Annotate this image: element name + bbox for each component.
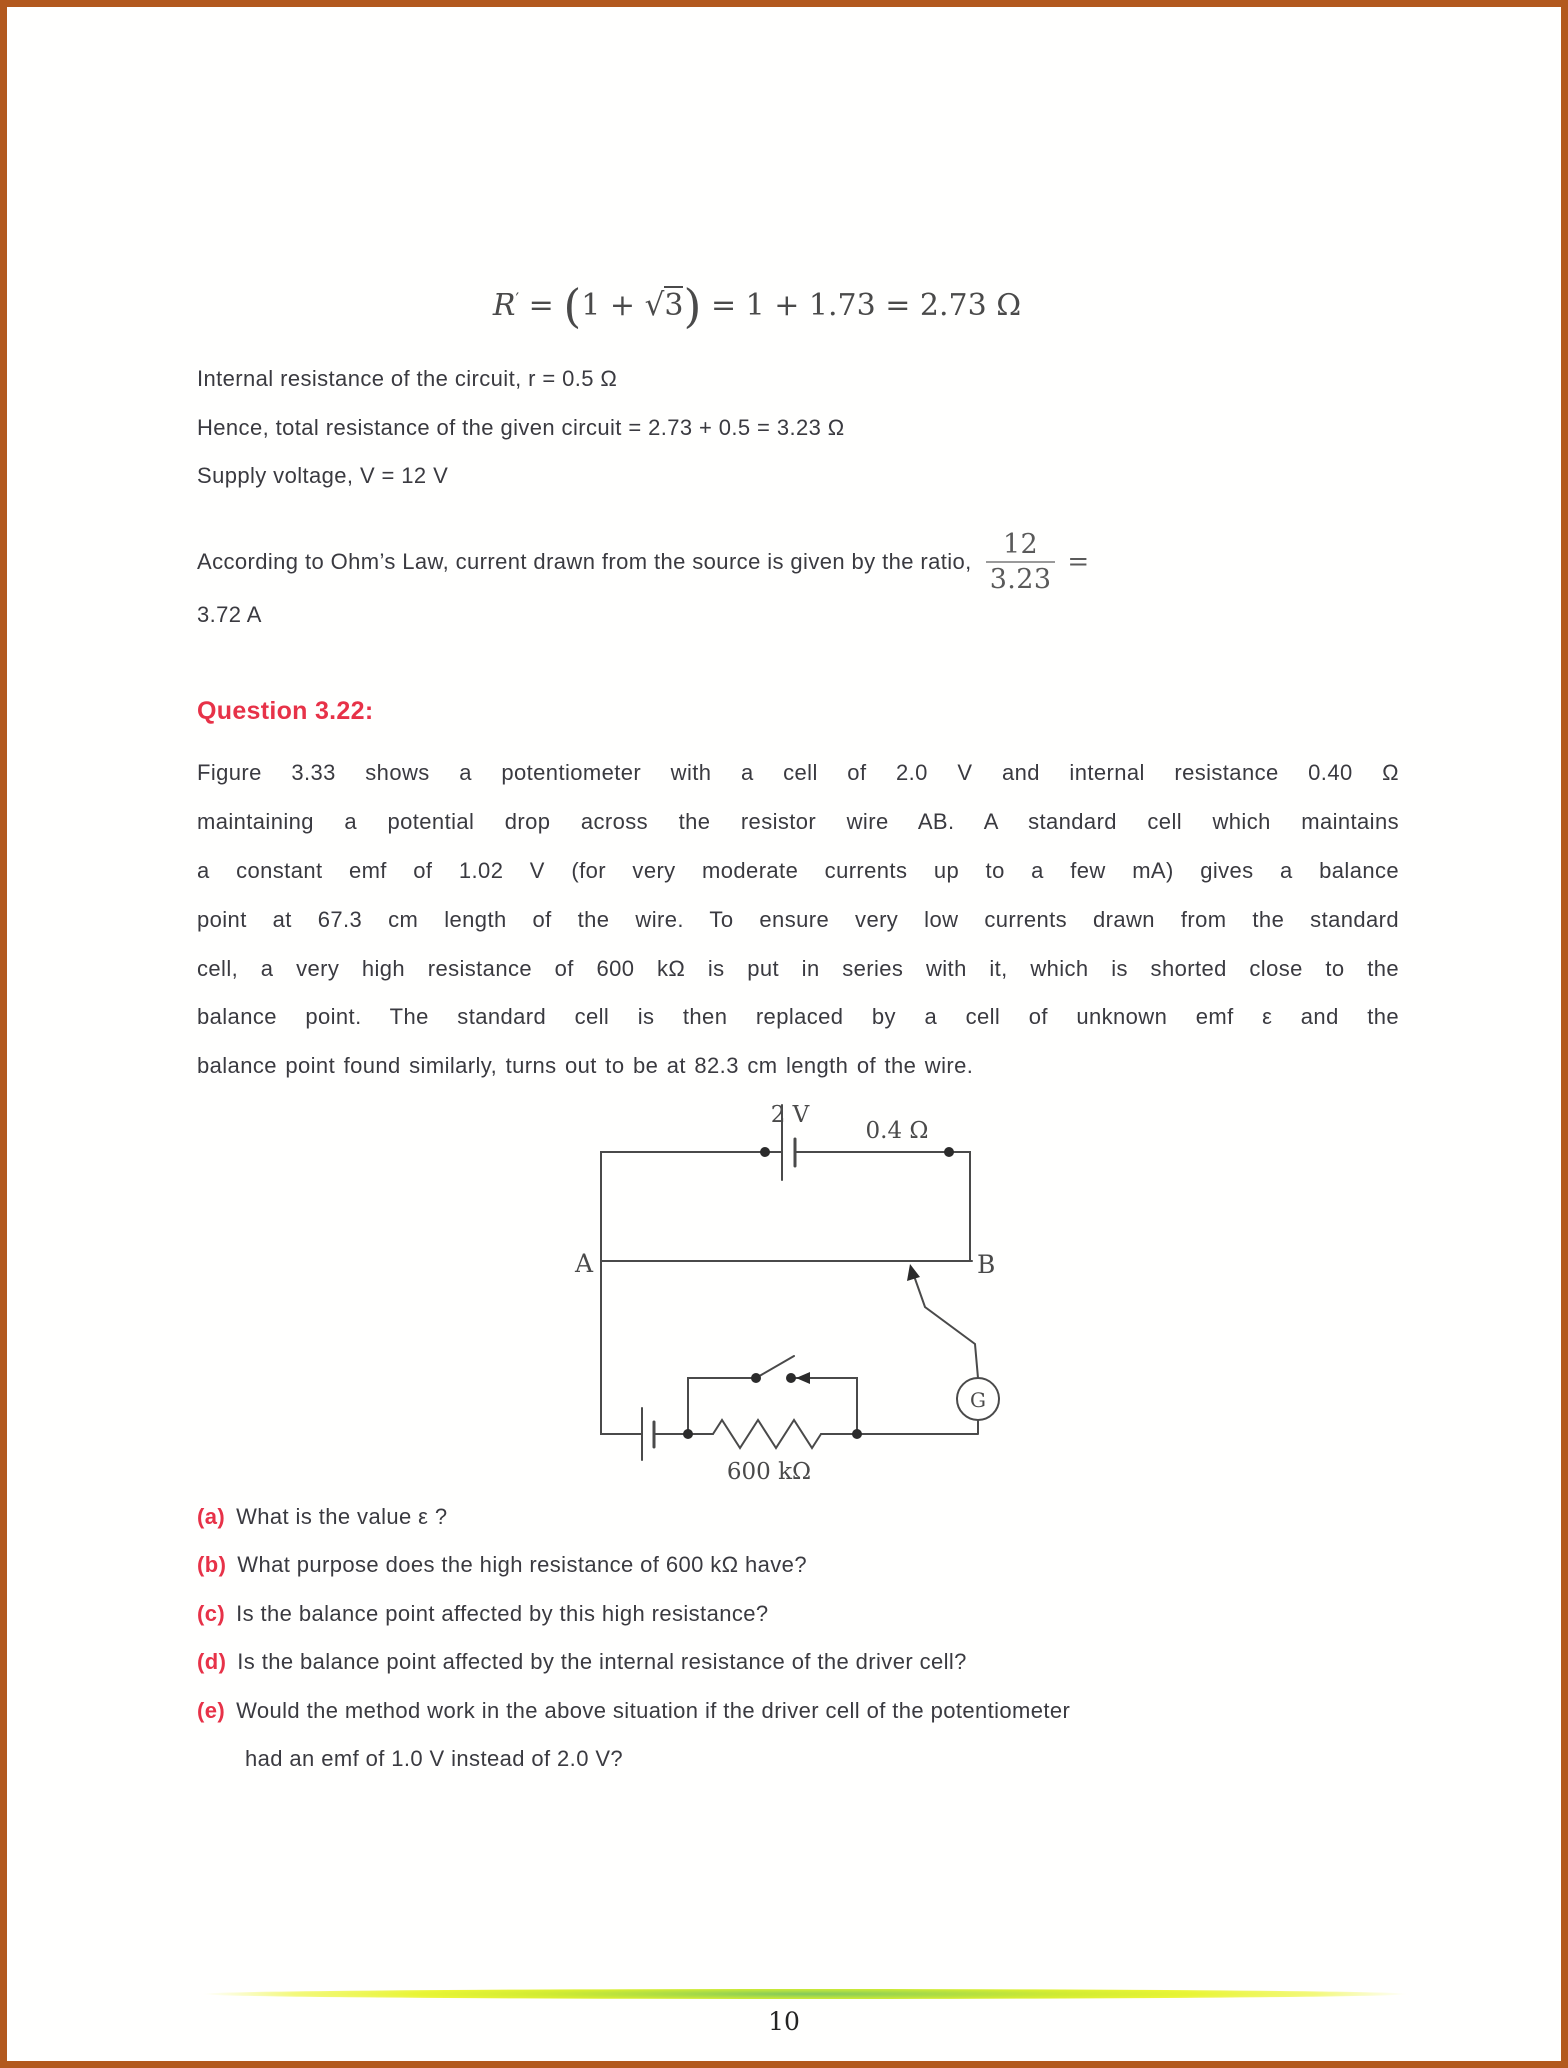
solution-statements	[197, 355, 1407, 501]
switch-arrowhead	[796, 1372, 810, 1384]
formula-line: R′ = (1 + √3) = 1 + 1.73 = 2.73 Ω	[492, 279, 1022, 333]
question-part-a: (a) What is the value ε ?	[197, 1504, 448, 1529]
page-number: 10	[768, 2007, 800, 2036]
question-part-e: (e) Would the method work in the above situation if the driver cell of the potentiometer	[197, 1697, 1071, 1723]
question-part-c: (c) Is the balance point affected by this high resistance?	[197, 1600, 769, 1626]
internal-resistance-label: 0.4 Ω	[865, 1118, 929, 1144]
fraction-numerator: 12	[1002, 529, 1039, 561]
standard-cell-branch-wire	[601, 1261, 978, 1434]
question-paragraph	[197, 749, 1399, 1091]
part-label: (c)	[197, 1600, 226, 1626]
question-heading: Question 3.22:	[197, 697, 374, 725]
junction-dot	[683, 1429, 693, 1439]
question-part-e-continued: had an emf of 1.0 V instead of 2.0 V?	[245, 1745, 624, 1771]
driver-loop-wire	[601, 1152, 970, 1261]
ratio-fraction	[986, 529, 1056, 594]
current-result: 3.72 A	[197, 602, 262, 627]
circuit-diagram	[563, 1092, 1023, 1492]
galvanometer-label: G	[970, 1388, 986, 1412]
junction-dot	[760, 1147, 770, 1157]
point-a-label: A	[574, 1249, 593, 1278]
emf-label: 2 V	[770, 1102, 810, 1128]
ohms-law-text: According to Ohm’s Law, current drawn from the source is given by the ratio,	[197, 549, 972, 574]
formula-variable: R	[492, 288, 516, 323]
footer-divider	[203, 1989, 1407, 1999]
paragraph-line: cell, a very high resistance of 600 kΩ is put in series with it, which is shorted close to the	[197, 955, 1399, 981]
circuit-figure	[563, 1092, 1023, 1497]
paragraph-line: point at 67.3 cm length of the wire. To ensure very low currents drawn from the standard	[197, 906, 1399, 932]
open-paren: (	[563, 279, 582, 333]
supply-voltage-line: Supply voltage, V = 12 V	[197, 463, 449, 489]
question-part-d: (d) Is the balance point affected by the internal resistance of the driver cell?	[197, 1649, 967, 1675]
fraction-denominator: 3.23	[986, 561, 1056, 595]
formula-prime: ′	[515, 289, 520, 308]
series-resistance-label: 600 kΩ	[726, 1459, 812, 1485]
paragraph-line: balance point found similarly, turns out to be at 82.3 cm length of the wire.	[197, 1053, 974, 1079]
switch-branch-wire	[688, 1378, 857, 1434]
equals-sign: =	[1067, 547, 1090, 577]
total-resistance-line: Hence, total resistance of the given circuit = 2.73 + 0.5 = 3.23 Ω	[197, 414, 845, 440]
part-label: (e)	[197, 1697, 226, 1723]
paragraph-line: maintaining a potential drop across the resistor wire AB. A standard cell which maintains	[197, 808, 1399, 834]
point-b-label: B	[977, 1250, 996, 1279]
paragraph-line: balance point. The standard cell is then replaced by a cell of unknown emf ε and the	[197, 1004, 1399, 1030]
part-label: (d)	[197, 1649, 227, 1675]
paragraph-line: Figure 3.33 shows a potentiometer with a cell of 2.0 V and internal resistance 0.40 Ω	[197, 760, 1399, 785]
sqrt-sign: √	[644, 287, 665, 323]
jockey-arrowhead	[907, 1264, 920, 1281]
internal-resistance-line: Internal resistance of the circuit, r = 0.5 Ω	[197, 366, 618, 391]
part-label: (a)	[197, 1504, 226, 1529]
junction-dot	[944, 1147, 954, 1157]
jockey-wire	[913, 1273, 978, 1378]
switch-contact-dot	[786, 1373, 796, 1383]
ohms-law-line	[197, 525, 1457, 599]
part-label: (b)	[197, 1552, 227, 1578]
question-part-b: (b) What purpose does the high resistance of 600 kΩ have?	[197, 1552, 807, 1578]
paragraph-line: a constant emf of 1.02 V (for very moderate currents up to a few mA) gives a balance	[197, 857, 1399, 883]
junction-dot	[852, 1429, 862, 1439]
close-paren: )	[683, 279, 702, 333]
switch-contact-dot	[751, 1373, 761, 1383]
question-parts	[197, 1493, 1437, 1783]
resistor-zigzag	[713, 1420, 821, 1448]
